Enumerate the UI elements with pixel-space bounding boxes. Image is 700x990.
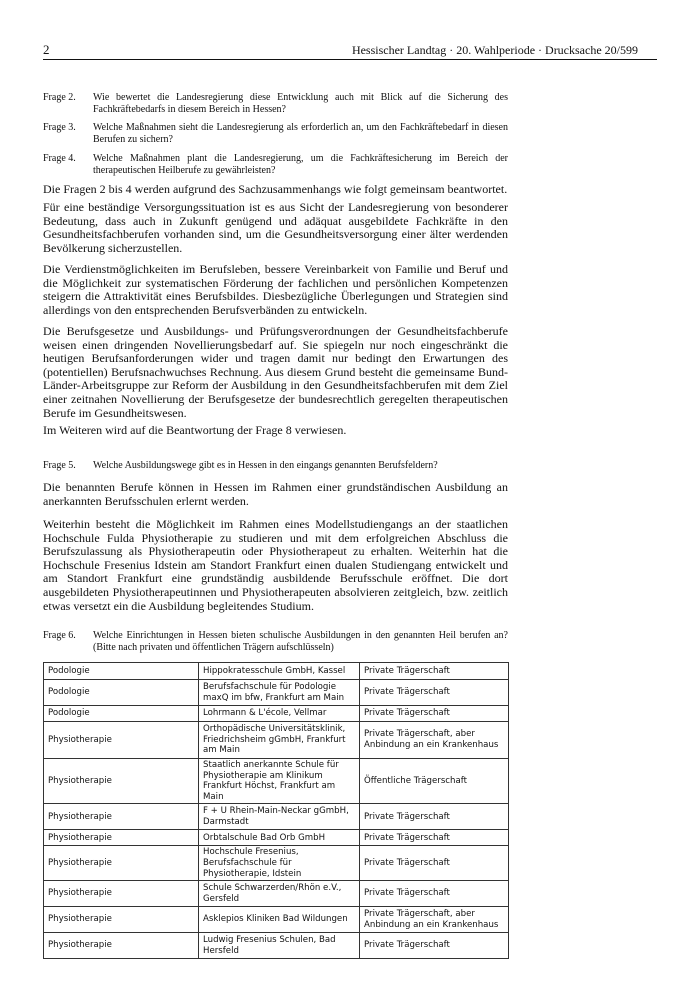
carrier-cell: Private Trägerschaft [360, 804, 509, 830]
paragraph: Die Fragen 2 bis 4 werden aufgrund des Sachzusammenhangs wie folgt gemeinsam beantwortet. [43, 182, 508, 196]
field-cell: Physiotherapie [44, 881, 199, 907]
carrier-cell: Private Trägerschaft [360, 846, 509, 881]
field-cell: Physiotherapie [44, 722, 199, 759]
field-cell: Physiotherapie [44, 933, 199, 959]
institution-cell: Schule Schwarzerden/Rhön e.V., Gersfeld [199, 881, 360, 907]
institution-cell: Hochschule Fresenius, Berufsfachschule für Physiotherapie, Idstein [199, 846, 360, 881]
paragraph: Die Verdienstmöglichkeiten im Berufsleben, bessere Vereinbarkeit von Familie und Beruf und die Möglichkeit zur systematischen Förderung der fachlichen und persönlichen Kompetenzen steigern die Attraktivität eines Berufsbildes. Diesbezügliche Überlegungen und Strategien sind allerdings von den entsprechenden Berufsverbänden zu entwickeln. [43, 262, 508, 317]
table-row [44, 846, 509, 881]
field-cell: Physiotherapie [44, 830, 199, 846]
table-row [44, 804, 509, 830]
field-cell: Podologie [44, 706, 199, 722]
question-text: Welche Einrichtungen in Hessen bieten schulische Ausbildungen in den genannten Heil berufen an? (Bitte nach privaten und öffentlichen Trägern aufschlüsseln) [93, 630, 508, 653]
table-row [44, 933, 509, 959]
field-cell: Podologie [44, 680, 199, 706]
field-cell: Physiotherapie [44, 804, 199, 830]
institution-cell: Lohrmann & L'école, Vellmar [199, 706, 360, 722]
institution-cell: Hippokratesschule GmbH, Kassel [199, 663, 360, 680]
carrier-cell: Private Trägerschaft [360, 680, 509, 706]
paragraph: Die Berufsgesetze und Ausbildungs- und Prüfungsverordnungen der Gesundheitsfachberufe weisen einen dringenden Novellierungsbedarf auf. Sie spiegeln nur noch eingeschränkt die heutigen Berufsanforderungen wider und tragen damit nur bedingt den Erwartungen des (potentiellen) Berufsnachwuchses Rechnung. Aus diesem Grund besteht die gemeinsame Bund-Länder-Arbeitsgruppe zur Reform der Ausbildung in den Gesundheitsfachberufen mit dem Ziel einer zeitnahen Novellierung der Berufsgesetze der bundesrechtlich geregelten therapeutischen Berufe im Gesundheitswesen. [43, 324, 508, 420]
question-label: Frage 3. [43, 122, 76, 133]
question-2 [43, 92, 508, 115]
carrier-cell: Private Trägerschaft, aber Anbindung an ein Krankenhaus [360, 722, 509, 759]
question-text: Welche Maßnahmen plant die Landesregierung, um die Fachkräftesicherung im Bereich der therapeutischen Heilberufe zu gewährleisten? [93, 153, 508, 176]
question-4 [43, 153, 508, 176]
question-text: Welche Maßnahmen sieht die Landesregierung als erforderlich an, um den Fachkräftebedarf in diesen Berufen zu sichern? [93, 122, 508, 145]
question-3 [43, 122, 508, 145]
carrier-cell: Private Trägerschaft [360, 706, 509, 722]
paragraph: Die benannten Berufe können in Hessen im Rahmen einer grundständischen Ausbildung an anerkannten Berufsschulen erlernt werden. [43, 480, 508, 508]
carrier-cell: Private Trägerschaft [360, 663, 509, 680]
table-row [44, 706, 509, 722]
paragraph: Im Weiteren wird auf die Beantwortung der Frage 8 verwiesen. [43, 423, 347, 437]
answer-2-4-p4 [43, 424, 508, 438]
question-label: Frage 5. [43, 460, 76, 471]
paragraph: Weiterhin besteht die Möglichkeit im Rahmen eines Modellstudiengangs an der staatlichen Hochschule Fulda Physiotherapie zu studieren und mit dem erfolgreichen Abschluss die Berufszulassung als Physiotherapeutin oder Physiotherapeut zu erhalten. Weiterhin hat die Hochschule Fresenius Idstein am Standort Frankfurt einen dualen Studiengang entwickelt und am Standort Frankfurt eine grundständig ausbildende Berufsschule eröffnet. Die dort ausgebildeten Physiotherapeutinnen und Physiotherapeuten absolvieren zeitgleich, bzw. zeitlich etwas versetzt ein die Ausbildung begleitendes Studium. [43, 517, 508, 613]
carrier-cell: Private Trägerschaft [360, 881, 509, 907]
field-cell: Podologie [44, 663, 199, 680]
table-row [44, 907, 509, 933]
header-rule [43, 59, 657, 60]
table-row [44, 680, 509, 706]
institution-cell: Staatlich anerkannte Schule für Physiotherapie am Klinikum Frankfurt Höchst, Frankfurt am Main [199, 759, 360, 804]
table-row [44, 759, 509, 804]
question-label: Frage 4. [43, 153, 76, 164]
page-number: 2 [43, 42, 50, 57]
answer-5-p2 [43, 518, 508, 613]
institutions-table [43, 662, 509, 959]
question-label: Frage 2. [43, 92, 76, 103]
question-text: Wie bewertet die Landesregierung diese Entwicklung auch mit Blick auf die Sicherung des Fachkräftebedarfs in diesem Bereich in Hessen? [93, 92, 508, 115]
question-5 [43, 460, 508, 472]
institution-cell: Asklepios Kliniken Bad Wildungen [199, 907, 360, 933]
institution-cell: Ludwig Fresenius Schulen, Bad Hersfeld [199, 933, 360, 959]
institution-cell: Orbtalschule Bad Orb GmbH [199, 830, 360, 846]
table-row [44, 830, 509, 846]
table-row [44, 881, 509, 907]
table-row [44, 722, 509, 759]
table-row [44, 663, 509, 680]
field-cell: Physiotherapie [44, 759, 199, 804]
answer-2-4-p3 [43, 325, 508, 420]
institution-cell: F + U Rhein-Main-Neckar gGmbH, Darmstadt [199, 804, 360, 830]
question-6 [43, 630, 508, 653]
question-text: Welche Ausbildungswege gibt es in Hessen in den eingangs genannten Berufsfeldern? [93, 460, 438, 471]
page-header [43, 42, 638, 60]
running-title: Hessischer Landtag · 20. Wahlperiode · Drucksache 20/599 [351, 43, 638, 57]
carrier-cell: Öffentliche Trägerschaft [360, 759, 509, 804]
paragraph: Für eine beständige Versorgungssituation ist es aus Sicht der Landesregierung von besonderer Bedeutung, dass auch in Zukunft genügend und adäquat ausgebildete Fachkräfte in den Gesundheitsfachberufen vorhanden sind, um die Gesundheitsversorgung einer älter werdenden Bevölkerung sicherzustellen. [43, 200, 508, 255]
carrier-cell: Private Trägerschaft [360, 933, 509, 959]
institution-cell: Berufsfachschule für Podologie maxQ im bfw, Frankfurt am Main [199, 680, 360, 706]
carrier-cell: Private Trägerschaft, aber Anbindung an ein Krankenhaus [360, 907, 509, 933]
answer-2-4-p2 [43, 263, 508, 317]
answer-2-4-p1 [43, 201, 508, 255]
field-cell: Physiotherapie [44, 846, 199, 881]
field-cell: Physiotherapie [44, 907, 199, 933]
question-label: Frage 6. [43, 630, 76, 641]
answer-2-4-intro [43, 183, 508, 197]
carrier-cell: Private Trägerschaft [360, 830, 509, 846]
answer-5-p1 [43, 481, 508, 508]
institution-cell: Orthopädische Universitätsklinik, Friedrichsheim gGmbH, Frankfurt am Main [199, 722, 360, 759]
